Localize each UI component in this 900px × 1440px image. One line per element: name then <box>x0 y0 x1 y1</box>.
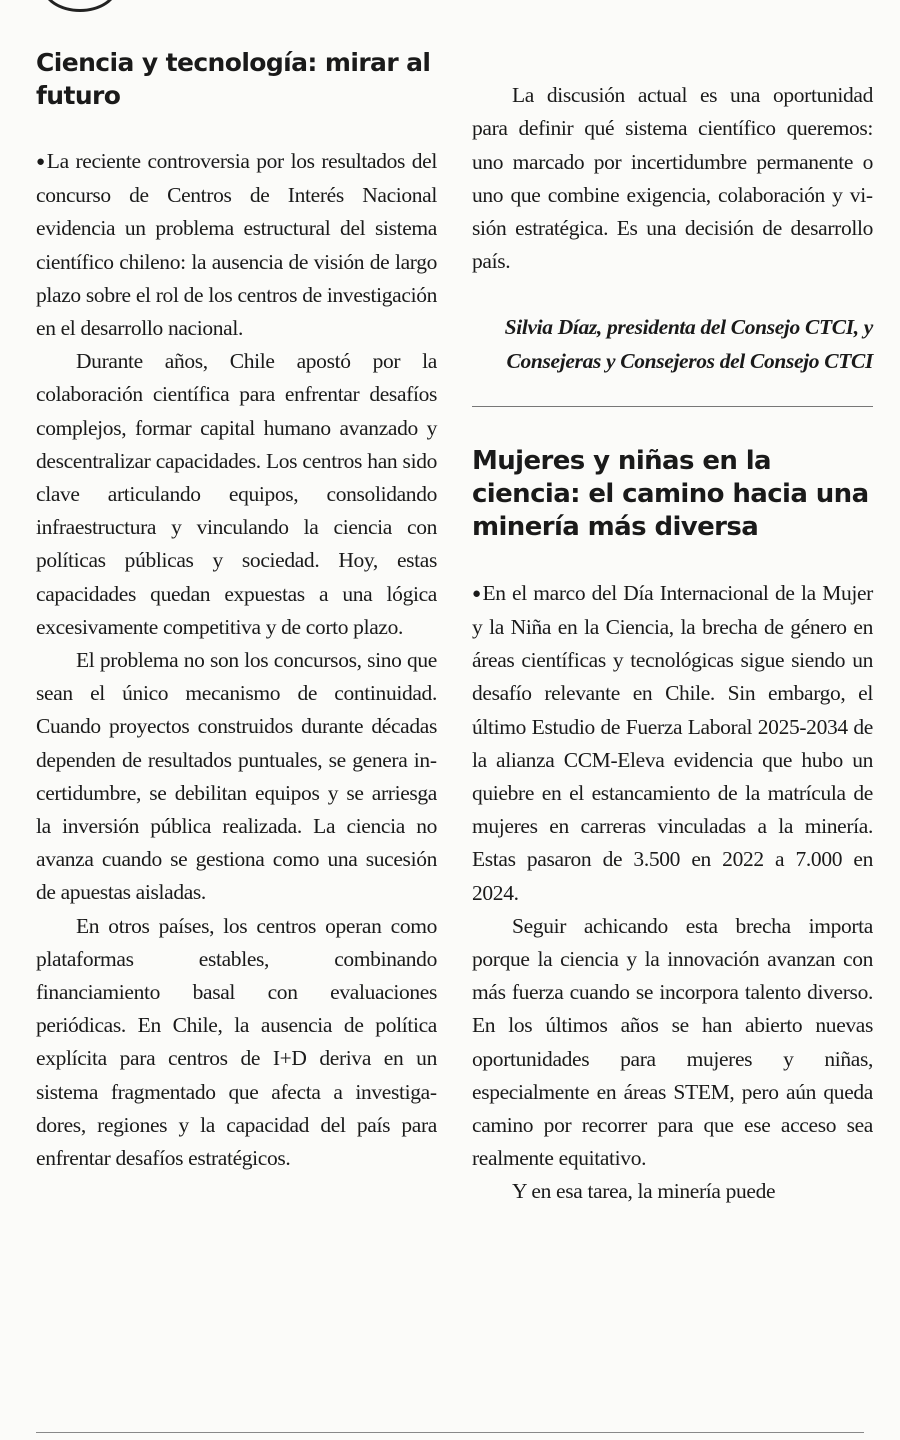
page-corner-decoration <box>42 0 118 12</box>
article-paragraph: Durante años, Chile apostó por la colaboración científica para enfrentar desafíos complejos, formar capital humano avanzado y descentralizar capacidades. Los centros han sido clave articulando equipos, consolidando infraestructura y vinculando la ciencia con políticas públicas y sociedad. Hoy, estas capacidades quedan expuestas a una lógica excesivamente competitiva y de corto plazo. <box>36 349 437 639</box>
bullet-icon: ● <box>472 585 483 602</box>
bottom-divider <box>36 1432 864 1433</box>
article-paragraph: En otros países, los centros operan como plataformas estables, combinando financiamiento basal con evaluaciones periódicas. En Chile, la ausencia de política explícita para centros de I+D deriva en un sistema fragmentado que afecta a investigadores, regiones y la capacidad del país para enfrentar desafíos estratégicos. <box>36 913 437 1171</box>
author-signature: Silvia Díaz, presidenta del Consejo CTCI, y Consejeras y Consejeros del Consejo CTCI <box>504 315 873 373</box>
section-divider <box>472 406 873 407</box>
article-paragraph: La discusión actual es una oportunidad para definir qué sistema científico queremos: uno marcado por incertidumbre permanente o uno que combine exigencia, colaboración y visión estratégica. Es una decisión de desarrollo país. <box>472 83 873 274</box>
article-paragraph: Y en esa tarea, la minería puede <box>512 1179 776 1204</box>
article-right-column <box>472 46 873 1209</box>
continuation-spacer <box>472 46 873 79</box>
headline-mujeres-ninas: Mujeres y niñas en la ciencia: el camino hacia una minería más diversa <box>472 445 869 542</box>
article-paragraph: ●En el marco del Día Internacional de la Mujer y la Niña en la Ciencia, la brecha de género en áreas científicas y tecnológicas sigue siendo un desafío relevante en Chile. Sin embargo, el último Estudio de Fuerza Laboral 2025-2034 de la alianza CCM-Eleva evidencia que hubo un quiebre en el estancamiento de la matrícula de mujeres en carreras vinculadas a la minería. Estas pasaron de 3.500 en 2022 a 7.000 en 2024. <box>472 580 873 905</box>
headline-ciencia-tecnologia: Ciencia y tecnología: mirar al futuro <box>36 48 431 110</box>
article-paragraph: El problema no son los concursos, sino que sean el único mecanismo de continuidad. Cuando proyectos construidos durante décadas dependen de resultados puntuales, se genera incertidumbre, se debilitan equipos y se arriesga la inversión pública realizada. La ciencia no avanza cuando se gestiona como una sucesión de apuestas aisladas. <box>36 648 437 905</box>
article-paragraph: ●La reciente controversia por los resultados del concurso de Centros de Interés Nacional evidencia un problema estructural del sistema científico chileno: la ausencia de visión de largo plazo sobre el rol de los centros de investigación en el desarrollo nacional. <box>36 149 437 341</box>
article-left-column <box>36 46 437 1175</box>
article-paragraph: Seguir achicando esta brecha importa porque la ciencia y la innovación avanzan con más fuerza cuando se incorpora talento diverso. En los últimos años se han abierto nuevas oportunidades para mujeres y niñas, especialmente en áreas STEM, pero aún queda camino por recorrer para que ese acceso sea realmente equitativo. <box>472 913 873 1171</box>
bullet-icon: ● <box>36 154 47 170</box>
